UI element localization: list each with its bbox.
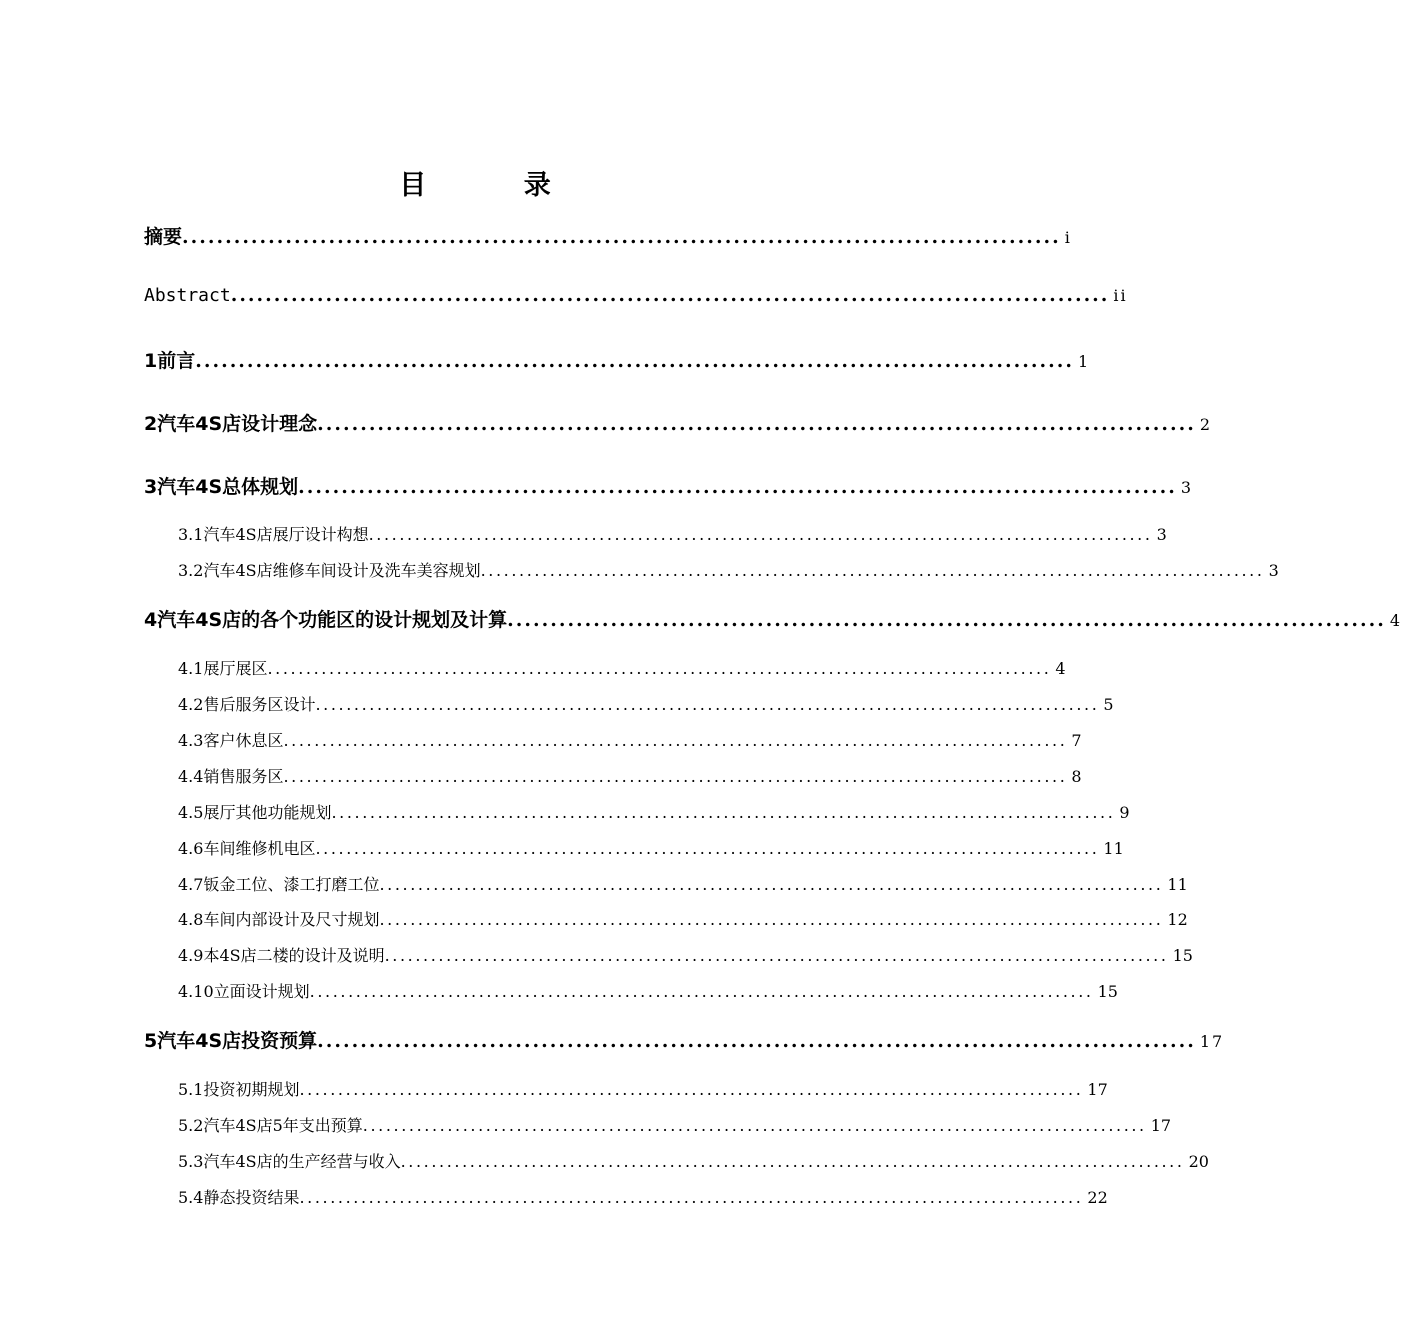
toc-entry-label: 4.2售后服务区设计 <box>178 695 316 714</box>
dot-leader: ...................................................................................................... <box>182 226 1061 248</box>
dot-leader: ...................................................................................................... <box>317 1030 1196 1052</box>
toc-entry-chapter-4[interactable] <box>144 605 1402 632</box>
toc-page-number: 2 <box>1199 415 1213 434</box>
toc-entry-section-3-2[interactable] <box>178 558 1279 581</box>
toc-entry-section-4-1[interactable] <box>178 656 1066 679</box>
dot-leader: ...................................................................................................... <box>309 982 1094 1001</box>
dot-leader: ...................................................................................................... <box>331 803 1116 822</box>
toc-entry-label: 4.1展厅展区 <box>178 659 268 678</box>
toc-entry-label: 4.8车间内部设计及尺寸规划 <box>178 910 380 929</box>
toc-page-number: 15 <box>1172 946 1193 965</box>
toc-page-number: 11 <box>1167 875 1188 894</box>
toc-entry-label: 4汽车4S店的各个功能区的设计规划及计算 <box>144 609 508 631</box>
toc-entry-section-4-7[interactable] <box>178 872 1188 895</box>
toc-page-number: 4 <box>1389 611 1402 630</box>
toc-entry-label: 5.3汽车4S店的生产经营与收入 <box>178 1152 401 1171</box>
toc-page-number: 9 <box>1119 803 1130 822</box>
toc-page-number: 1 <box>1077 352 1091 371</box>
toc-page-number: 8 <box>1071 767 1082 786</box>
dot-leader: ...................................................................................................... <box>230 284 1110 306</box>
toc-page-number: 3 <box>1268 561 1279 580</box>
toc-entry-chapter-5[interactable] <box>144 1026 1225 1053</box>
toc-entry-label: 4.7钣金工位、漆工打磨工位 <box>178 875 380 894</box>
toc-page-number: 3 <box>1156 525 1167 544</box>
toc-entry-label: Abstract <box>144 285 231 306</box>
page-title: 目 录 <box>399 170 595 201</box>
dot-leader: ...................................................................................................... <box>299 1080 1084 1099</box>
toc-entry-label: 4.6车间维修机电区 <box>178 839 316 858</box>
dot-leader: ...................................................................................................... <box>315 695 1100 714</box>
toc-entry-chapter-3[interactable] <box>144 472 1194 499</box>
toc-entry-section-4-10[interactable] <box>178 979 1118 1002</box>
dot-leader: ...................................................................................................... <box>379 910 1164 929</box>
toc-entry-section-3-1[interactable] <box>178 522 1167 545</box>
toc-page-number: 3 <box>1180 478 1194 497</box>
dot-leader: ...................................................................................................... <box>283 731 1068 750</box>
toc-page-number: i <box>1064 228 1072 247</box>
toc-entry-label: 4.5展厅其他功能规划 <box>178 803 332 822</box>
dot-leader: ...................................................................................................... <box>400 1152 1185 1171</box>
toc-entry-label: 5.1投资初期规划 <box>178 1080 300 1099</box>
toc-page-number: 17 <box>1150 1116 1172 1135</box>
dot-leader: ...................................................................................................... <box>379 875 1164 894</box>
toc-entry-label: 3汽车4S总体规划 <box>144 476 299 498</box>
toc-entry-section-5-2[interactable] <box>178 1113 1172 1136</box>
dot-leader: ...................................................................................................... <box>317 413 1196 435</box>
toc-entry-section-5-4[interactable] <box>178 1185 1108 1208</box>
toc-entry-section-5-3[interactable] <box>178 1149 1209 1172</box>
toc-page-number: 15 <box>1097 982 1118 1001</box>
toc-entry-section-4-8[interactable] <box>178 907 1188 930</box>
toc-page-number: ii <box>1113 286 1128 305</box>
toc-page-number: 7 <box>1071 731 1082 750</box>
toc-entry-label: 4.10立面设计规划 <box>178 982 310 1001</box>
dot-leader: ...................................................................................................... <box>315 839 1100 858</box>
toc-entry-abstract-en[interactable] <box>144 284 1128 306</box>
toc-entry-label: 摘要 <box>144 226 183 248</box>
dot-leader: ...................................................................................................... <box>283 767 1068 786</box>
toc-entry-section-4-6[interactable] <box>178 836 1124 859</box>
toc-entry-label: 4.3客户休息区 <box>178 731 284 750</box>
toc-entry-section-4-5[interactable] <box>178 800 1130 823</box>
dot-leader: ...................................................................................................... <box>507 609 1386 631</box>
dot-leader: ...................................................................................................... <box>384 946 1169 965</box>
toc-entry-section-4-9[interactable] <box>178 943 1193 966</box>
dot-leader: ...................................................................................................... <box>299 1188 1084 1207</box>
dot-leader: ...................................................................................................... <box>267 659 1052 678</box>
toc-entry-label: 3.1汽车4S店展厅设计构想 <box>178 525 369 544</box>
toc-entry-label: 2汽车4S店设计理念 <box>144 413 318 435</box>
toc-page-number: 17 <box>1087 1080 1108 1099</box>
toc-page-number: 5 <box>1103 695 1114 714</box>
toc-entry-chapter-2[interactable] <box>144 409 1213 436</box>
toc-entry-section-4-4[interactable] <box>178 764 1082 787</box>
dot-leader: ...................................................................................................... <box>362 1116 1147 1135</box>
dot-leader: ...................................................................................................... <box>480 561 1265 580</box>
toc-page-number: 22 <box>1087 1188 1108 1207</box>
toc-entry-label: 5.2汽车4S店5年支出预算 <box>178 1116 363 1135</box>
toc-entry-label: 5.4静态投资结果 <box>178 1188 300 1207</box>
toc-entry-section-4-2[interactable] <box>178 692 1114 715</box>
toc-page-number: 20 <box>1188 1152 1209 1171</box>
toc-entry-label: 5汽车4S店投资预算 <box>144 1030 318 1052</box>
toc-entry-chapter-1[interactable] <box>144 346 1091 373</box>
toc-entry-label: 4.9本4S店二楼的设计及说明 <box>178 946 385 965</box>
dot-leader: ...................................................................................................... <box>195 350 1074 372</box>
toc-entry-label: 1前言 <box>144 350 196 372</box>
toc-page-number: 12 <box>1167 910 1188 929</box>
dot-leader: ...................................................................................................... <box>298 476 1177 498</box>
dot-leader: ...................................................................................................... <box>368 525 1153 544</box>
toc-entry-label: 3.2汽车4S店维修车间设计及洗车美容规划 <box>178 561 481 580</box>
toc-page-number: 11 <box>1103 839 1124 858</box>
toc-entry-section-5-1[interactable] <box>178 1077 1108 1100</box>
toc-entry-label: 4.4销售服务区 <box>178 767 284 786</box>
toc-page-number: 17 <box>1199 1032 1225 1051</box>
toc-entry-section-4-3[interactable] <box>178 728 1082 751</box>
toc-page-number: 4 <box>1055 659 1066 678</box>
toc-entry-abstract-cn[interactable] <box>144 222 1072 249</box>
